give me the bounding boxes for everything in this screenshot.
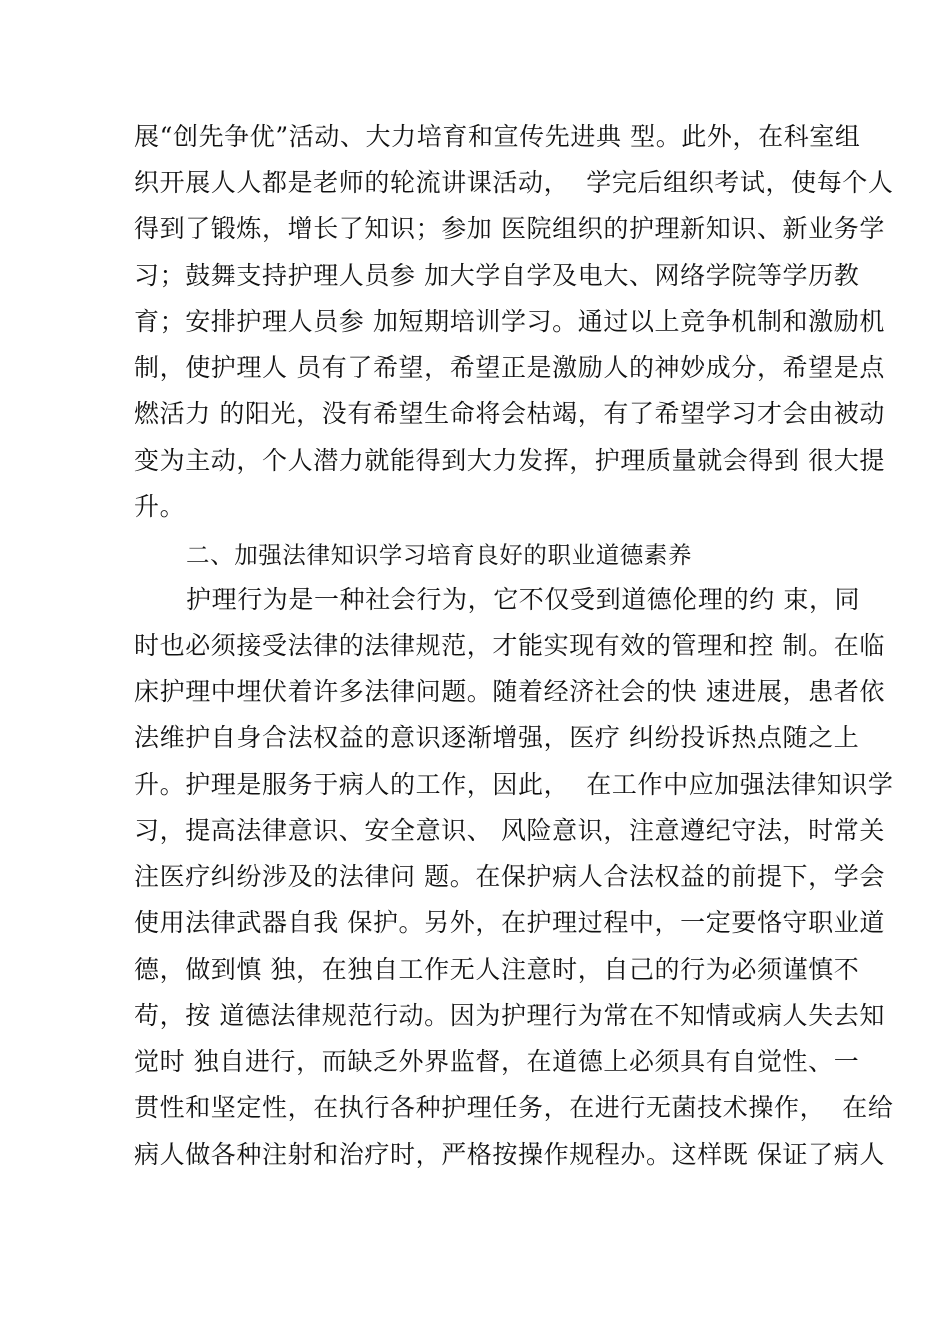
text-line: 习，提高法律意识、安全意识、 风险意识，注意遵纪守法，时常关 <box>134 816 885 845</box>
text-line: 变为主动，个人潜力就能得到大力发挥，护理质量就会得到 很大提 <box>134 446 885 475</box>
text-line: 护理行为是一种社会行为，它不仅受到道德伦理的约 束，同 <box>186 585 861 614</box>
text-line: 觉时 独自进行，而缺乏外界监督，在道德上必须具有自觉性、一 <box>134 1047 860 1076</box>
text-line: 床护理中埋伏着许多法律问题。随着经济社会的快 速进展，患者依 <box>134 677 885 706</box>
text-line: 升。护理是服务于病人的工作，因此， 在工作中应加强法律知识学 <box>134 770 894 799</box>
text-line: 织开展人人都是老师的轮流讲课活动， 学完后组织考试，使每个人 <box>134 168 894 197</box>
text-line: 苟，按 道德法律规范行动。因为护理行为常在不知情或病人失去知 <box>134 1001 885 1030</box>
section-heading: 二、加强法律知识学习培育良好的职业道德素养 <box>186 541 693 569</box>
text-line: 习；鼓舞支持护理人员参 加大学自学及电大、网络学院等学历教 <box>134 261 860 290</box>
text-line: 展“创先争优”活动、大力培育和宣传先进典 型。此外，在科室组 <box>134 122 861 151</box>
text-line: 法维护自身合法权益的意识逐渐增强，医疗 纠纷投诉热点随之上 <box>134 723 860 752</box>
text-line: 病人做各种注射和治疗时，严格按操作规程办。这样既 保证了病人 <box>134 1140 885 1169</box>
text-line: 时也必须接受法律的法律规范，才能实现有效的管理和控 制。在临 <box>134 631 885 660</box>
text-line: 制，使护理人 员有了希望，希望正是激励人的神妙成分，希望是点 <box>134 353 885 382</box>
text-line: 德，做到慎 独，在独自工作无人注意时，自己的行为必须谨慎不 <box>134 955 860 984</box>
text-line: 贯性和坚定性，在执行各种护理任务，在进行无菌技术操作， 在给 <box>134 1093 894 1122</box>
text-line: 燃活力 的阳光，没有希望生命将会枯竭，有了希望学习才会由被动 <box>134 399 885 428</box>
text-line: 得到了锻炼，增长了知识；参加 医院组织的护理新知识、新业务学 <box>134 214 885 243</box>
text-line: 升。 <box>134 492 186 521</box>
text-line: 育；安排护理人员参 加短期培训学习。通过以上竞争机制和激励机 <box>134 307 885 336</box>
text-line: 注医疗纠纷涉及的法律问 题。在保护病人合法权益的前提下，学会 <box>134 862 885 891</box>
text-line: 使用法律武器自我 保护。另外，在护理过程中，一定要恪守职业道 <box>134 908 885 937</box>
